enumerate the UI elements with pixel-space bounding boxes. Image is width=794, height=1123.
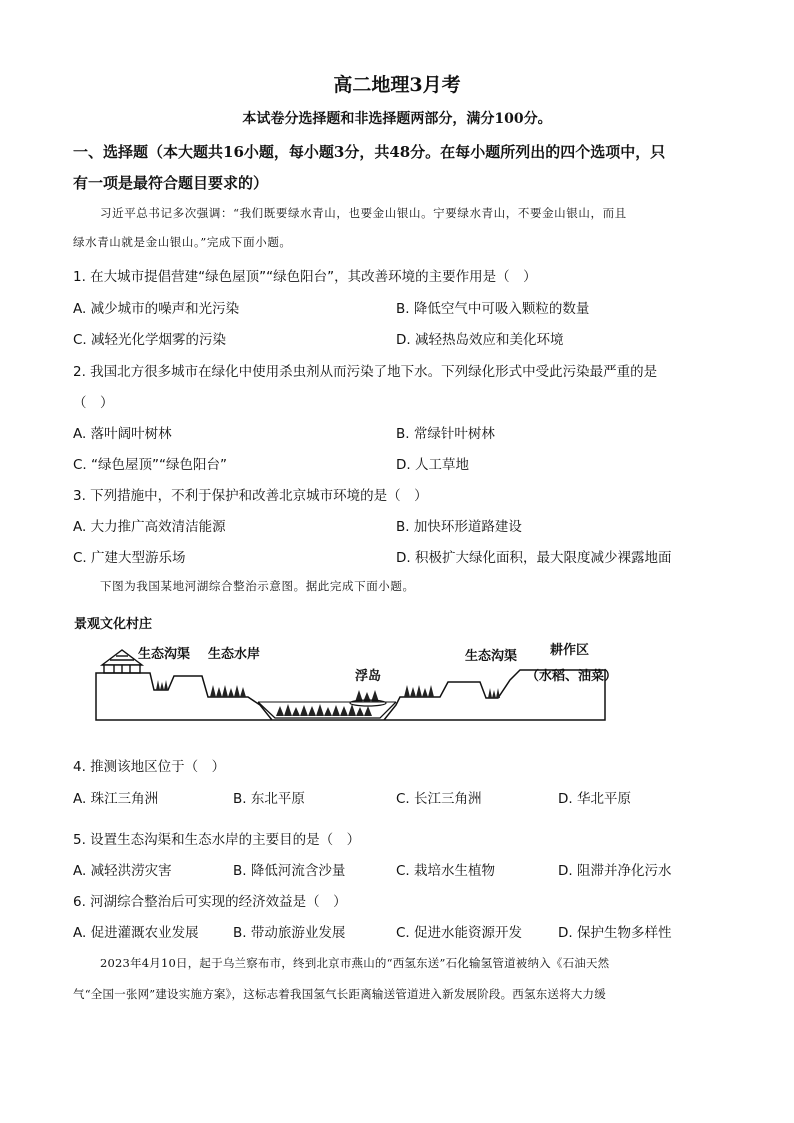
question-6-stem: 6. 河湖综合整治后可实现的经济效益是（ ）: [73, 894, 347, 910]
intro-text-3-line2: 气“全国一张网”建设实施方案》，这标志着我国氢气长距离输送管道进入新发展阶段。西氢东送将大力缓: [73, 987, 606, 1001]
intro-text-line2: 绿水青山就是金山银山。”完成下面小题。: [73, 235, 292, 249]
q5-option-b[interactable]: B. 降低河流含沙量: [233, 863, 346, 879]
q4-option-c[interactable]: C. 长江三角洲: [396, 791, 482, 807]
question-2-stem-cont: （ ）: [73, 395, 114, 411]
q2-option-b[interactable]: B. 常绿针叶树林: [396, 426, 495, 442]
label-farm: 耕作区: [550, 643, 590, 658]
plant-icon: [156, 680, 500, 716]
question-1-stem: 1. 在大城市提倡营建“绿色屋顶”“绿色阳台”，其改善环境的主要作用是（ ）: [73, 269, 537, 285]
q3-option-b[interactable]: B. 加快环形道路建设: [396, 519, 522, 535]
label-bank: 生态水岸: [208, 647, 261, 662]
q1-option-a[interactable]: A. 减少城市的噪声和光污染: [73, 301, 240, 317]
label-farm-note: （水稻、油菜）: [526, 669, 618, 684]
q6-option-d[interactable]: D. 保护生物多样性: [558, 925, 672, 941]
label-ditch-left: 生态沟渠: [138, 647, 191, 662]
question-2-stem: 2. 我国北方很多城市在绿化中使用杀虫剂从而污染了地下水。下列绿化形式中受此污染最严重的是: [73, 364, 658, 380]
q6-option-c[interactable]: C. 促进水能资源开发: [396, 925, 523, 941]
section-heading-line2: 有一项是最符合题目要求的）: [73, 174, 269, 192]
q3-option-c[interactable]: C. 广建大型游乐场: [73, 550, 186, 566]
q1-option-c[interactable]: C. 减轻光化学烟雾的污染: [73, 332, 227, 348]
question-5-stem: 5. 设置生态沟渠和生态水岸的主要目的是（ ）: [73, 832, 361, 848]
label-ditch-right: 生态沟渠: [465, 649, 518, 664]
q4-option-d[interactable]: D. 华北平原: [558, 791, 631, 807]
q1-option-b[interactable]: B. 降低空气中可吸入颗粒的数量: [396, 301, 590, 317]
label-village: 景观文化村庄: [74, 617, 153, 632]
question-4-stem: 4. 推测该地区位于（ ）: [73, 759, 226, 775]
q2-option-d[interactable]: D. 人工草地: [396, 457, 469, 473]
q5-option-c[interactable]: C. 栽培水生植物: [396, 863, 496, 879]
intro-text-line1: 习近平总书记多次强调：“我们既要绿水青山，也要金山银山。宁要绿水青山，不要金山银山，而且: [100, 206, 627, 220]
exam-note: 本试卷分选择题和非选择题两部分，满分100分。: [242, 111, 552, 127]
q4-option-b[interactable]: B. 东北平原: [233, 791, 305, 807]
q3-option-a[interactable]: A. 大力推广高效清洁能源: [73, 519, 226, 535]
river-lake-diagram: [70, 610, 630, 730]
q6-option-b[interactable]: B. 带动旅游业发展: [233, 925, 346, 941]
label-island: 浮岛: [355, 669, 382, 684]
q5-option-a[interactable]: A. 减轻洪涝灾害: [73, 863, 172, 879]
house-icon: [102, 650, 142, 673]
q3-option-d[interactable]: D. 积极扩大绿化面积，最大限度减少裸露地面: [396, 550, 672, 566]
q4-option-a[interactable]: A. 珠江三角洲: [73, 791, 159, 807]
page-title: 高二地理3月考: [333, 74, 461, 96]
q1-option-d[interactable]: D. 减轻热岛效应和美化环境: [396, 332, 564, 348]
q5-option-d[interactable]: D. 阻滞并净化污水: [558, 863, 672, 879]
q2-option-a[interactable]: A. 落叶阔叶树林: [73, 426, 172, 442]
intro-text-2: 下图为我国某地河湖综合整治示意图。据此完成下面小题。: [100, 579, 415, 593]
intro-text-3-line1: 2023年4月10日，起于乌兰察布市，终到北京市燕山的“西氢东送”石化输氢管道被纳入《石油天然: [100, 956, 610, 970]
question-3-stem: 3. 下列措施中，不利于保护和改善北京城市环境的是（ ）: [73, 488, 428, 504]
section-heading-line1: 一、选择题（本大题共16小题，每小题3分，共48分。在每小题所列出的四个选项中，只: [73, 143, 666, 161]
q6-option-a[interactable]: A. 促进灌溉农业发展: [73, 925, 199, 941]
q2-option-c[interactable]: C. “绿色屋顶”“绿色阳台”: [73, 457, 227, 473]
